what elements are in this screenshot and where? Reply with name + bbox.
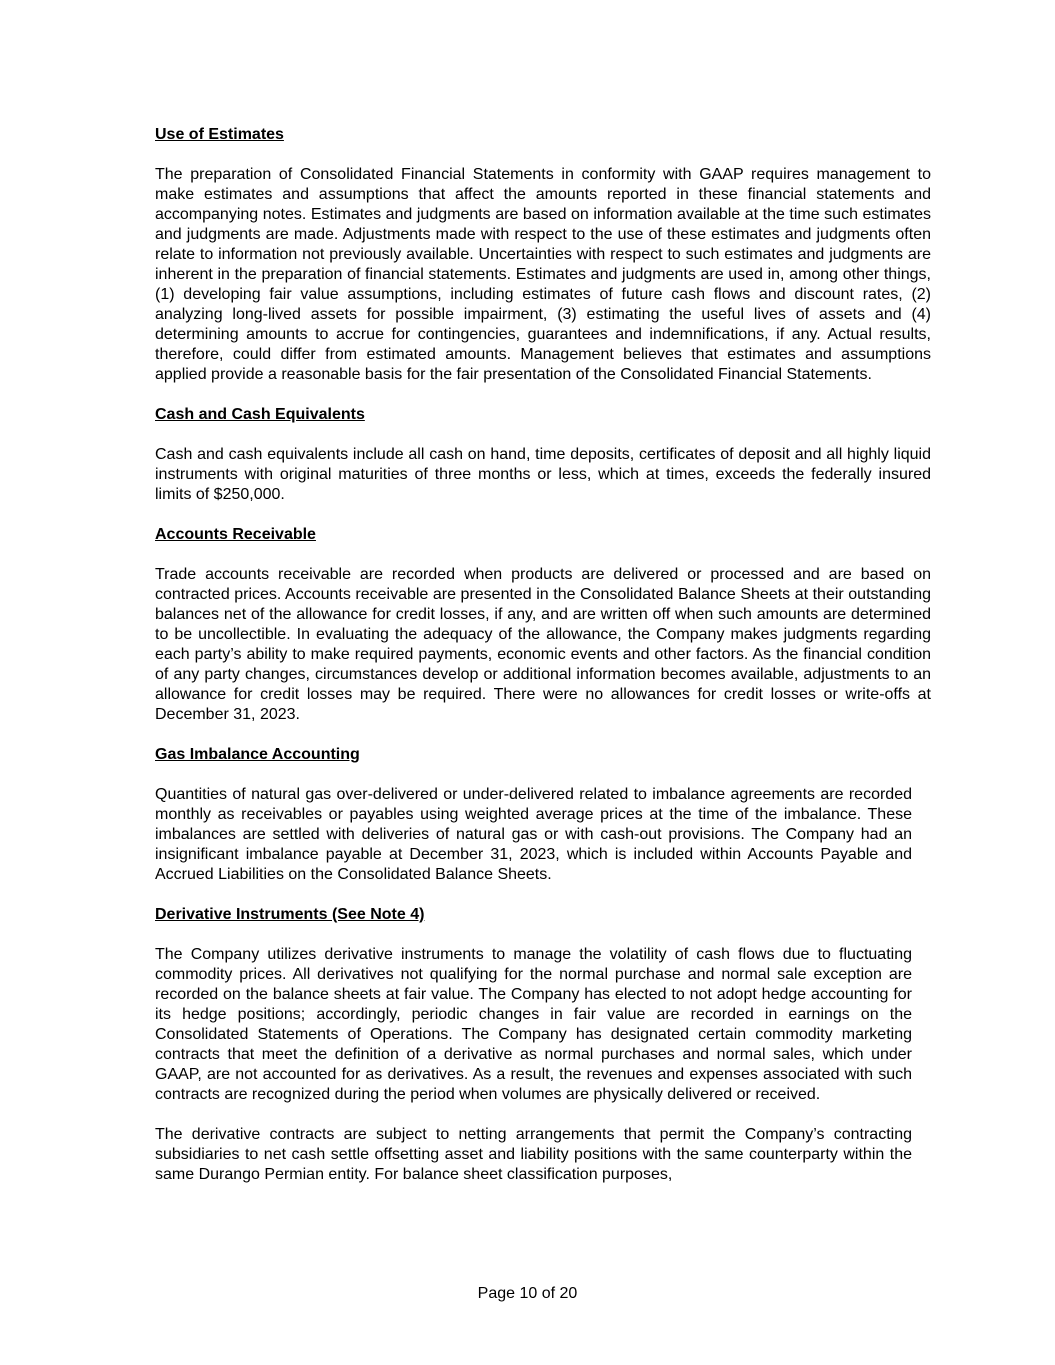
heading-use-of-estimates: Use of Estimates bbox=[155, 126, 284, 143]
paragraph-derivative-instruments-1: The Company utilizes derivative instruments to manage the volatility of cash flows due to fluctuating commodity prices. All derivatives not qualifying for the normal purchase and normal sale exception are recorded on the balance sheets at fair value. The Company has elected to not adopt hedge accounting for its hedge positions; accordingly, periodic changes in fair value are recorded in earnings on the Consolidated Statements of Operations. The Company has designated certain commodity marketing contracts that meet the definition of a derivative as normal purchases and normal sales, which under GAAP, are not accounted for as derivatives. As a result, the revenues and expenses associated with such contracts are recognized during the period when volumes are physically delivered or received. bbox=[155, 946, 912, 1103]
page-content bbox=[155, 125, 931, 1205]
paragraph-cash-and-cash-equivalents: Cash and cash equivalents include all cash on hand, time deposits, certificates of deposit and all highly liquid instruments with original maturities of three months or less, which at times, exceeds the federally insured limits of $250,000. bbox=[155, 446, 931, 503]
heading-cash-and-cash-equivalents: Cash and Cash Equivalents bbox=[155, 406, 365, 423]
paragraph-gas-imbalance-accounting: Quantities of natural gas over-delivered or under-delivered related to imbalance agreements are recorded monthly as receivables or payables using weighted average prices at the time of the imbalance. These imbalances are settled with deliveries of natural gas or with cash-out provisions. The Company had an insignificant imbalance payable at December 31, 2023, which is included within Accounts Payable and Accrued Liabilities on the Consolidated Balance Sheets. bbox=[155, 786, 912, 883]
paragraph-use-of-estimates: The preparation of Consolidated Financial Statements in conformity with GAAP requires management to make estimates and assumptions that affect the amounts reported in these financial statements and accompanying notes. Estimates and judgments are based on information available at the time such estimates and judgments are made. Adjustments made with respect to the use of these estimates and judgments often relate to information not previously available. Uncertainties with respect to such estimates and judgments are inherent in the preparation of financial statements. Estimates and judgments are used in, among other things, (1) developing fair value assumptions, including estimates of future cash flows and discount rates, (2) analyzing long-lived assets for possible impairment, (3) estimating the useful lives of assets and (4) determining amounts to accrue for contingencies, guarantees and indemnifications, if any. Actual results, therefore, could differ from estimated amounts. Management believes that estimates and assumptions applied provide a reasonable basis for the fair presentation of the Consolidated Financial Statements. bbox=[155, 166, 931, 383]
paragraph-derivative-instruments-2: The derivative contracts are subject to netting arrangements that permit the Company’s contracting subsidiaries to net cash settle offsetting asset and liability positions with the same counterparty within the same Durango Permian entity. For balance sheet classification purposes, bbox=[155, 1126, 912, 1183]
page-number: Page 10 of 20 bbox=[477, 1285, 578, 1302]
heading-gas-imbalance-accounting: Gas Imbalance Accounting bbox=[155, 746, 360, 763]
paragraph-accounts-receivable: Trade accounts receivable are recorded when products are delivered or processed and are based on contracted prices. Accounts receivable are presented in the Consolidated Balance Sheets at their outstanding balances net of the allowance for credit losses, if any, and are written off when such amounts are determined to be uncollectible. In evaluating the adequacy of the allowance, the Company makes judgments regarding each party’s ability to make required payments, economic events and other factors. As the financial condition of any party changes, circumstances develop or additional information becomes available, adjustments to an allowance for credit losses may be required. There were no allowances for credit losses or write-offs at December 31, 2023. bbox=[155, 566, 931, 723]
heading-accounts-receivable: Accounts Receivable bbox=[155, 526, 316, 543]
heading-derivative-instruments: Derivative Instruments (See Note 4) bbox=[155, 906, 425, 923]
